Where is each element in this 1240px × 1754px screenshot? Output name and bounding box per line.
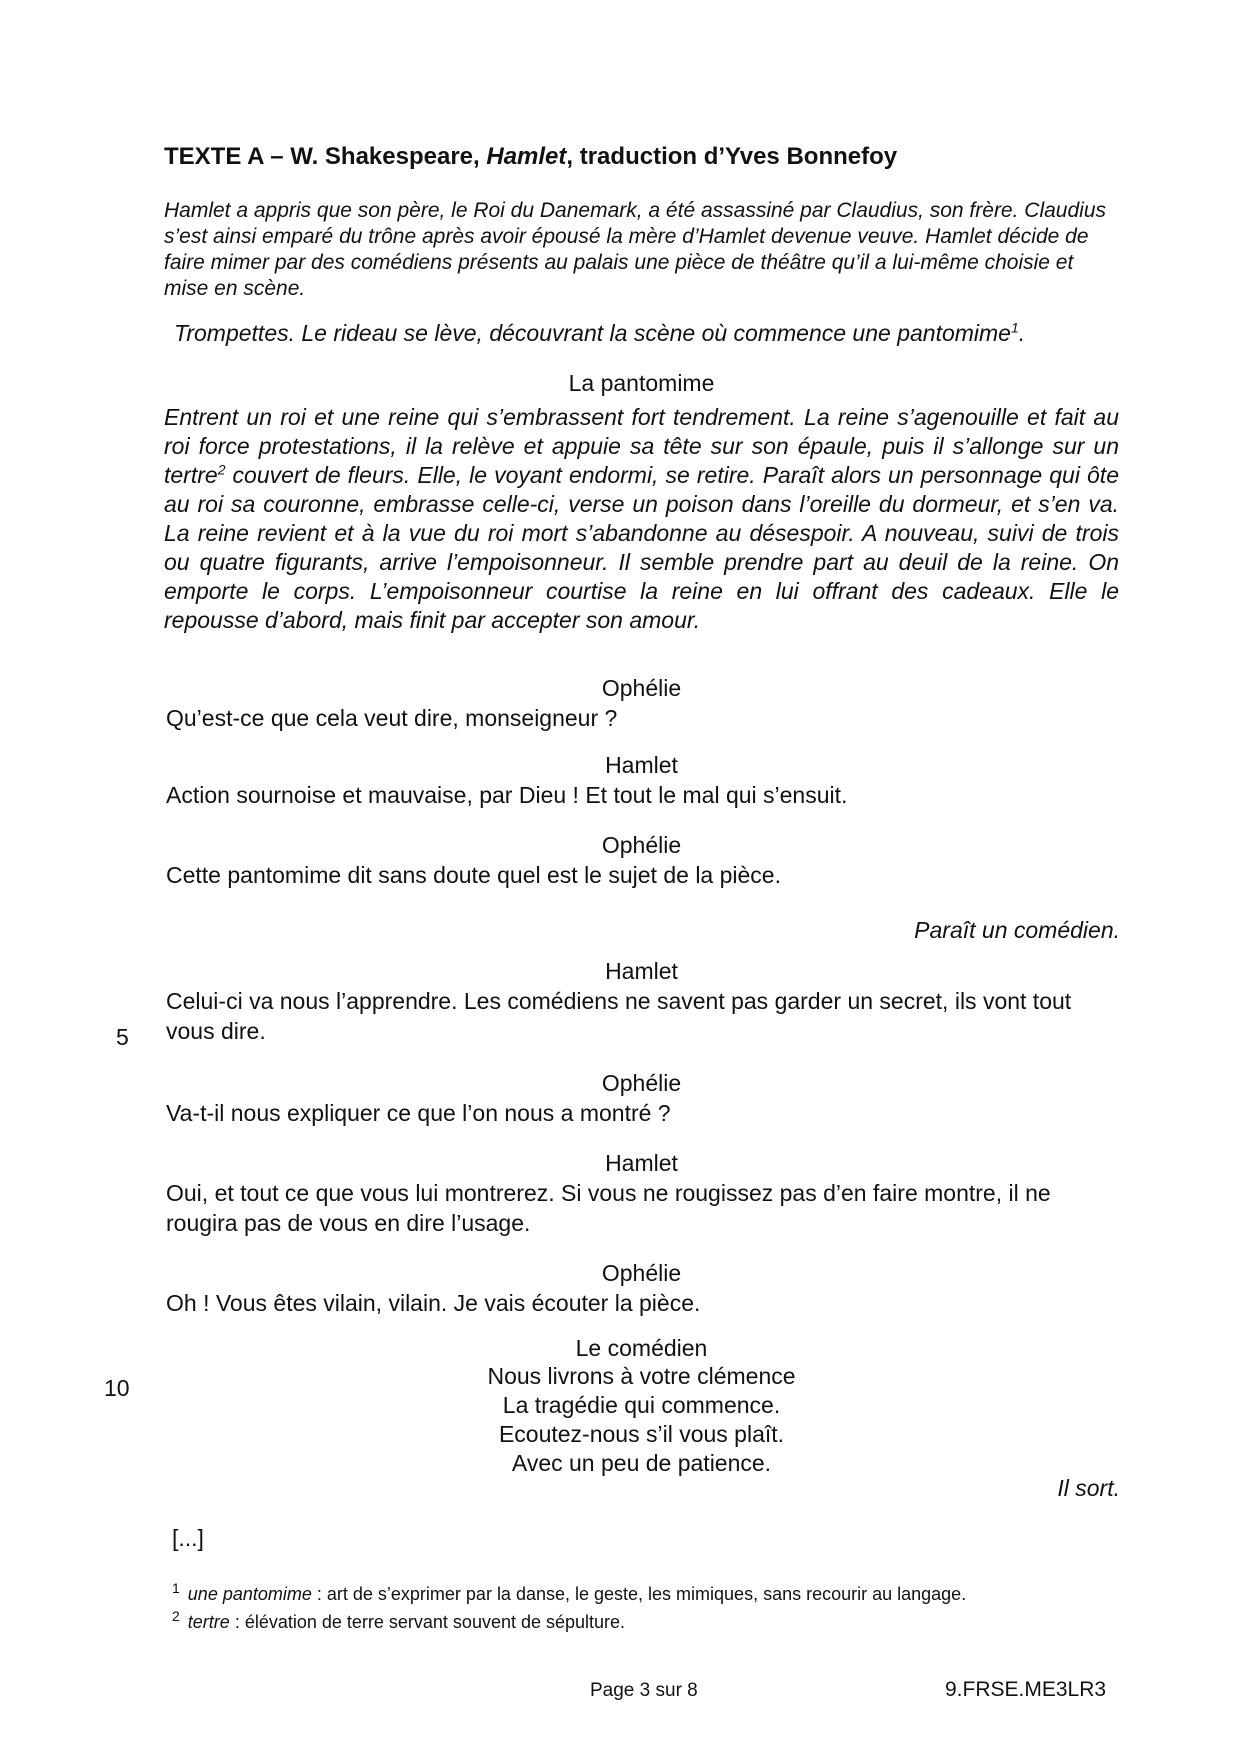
verse-line: Avec un peu de patience. bbox=[511, 1450, 772, 1476]
footnote-2 bbox=[172, 1608, 625, 1633]
pantomime-paragraph bbox=[164, 403, 1119, 635]
document-code: 9.FRSE.ME3LR3 bbox=[945, 1678, 1107, 1701]
speaker-name: Hamlet bbox=[605, 752, 678, 778]
speech-line: Celui-ci va nous l’apprendre. Les comédiens ne savent pas garder un secret, ils vont tout vous dire. bbox=[166, 988, 1072, 1044]
stage-direction-end: . bbox=[1018, 320, 1026, 346]
pantomime-text-2: couvert de fleurs. Elle, le voyant endormi, se retire. Paraît alors un personnage qui ôte au roi sa couronne, embrasse celle-ci, verse un poison dans l’oreille du dormeur, et s’en va. La reine revient et à la vue du roi mort s’abandonne au désespoir. A nouveau, suivi de trois ou quatre figurants, arrive l’empoisonneur. Il semble prendre part au deuil de la reine. On emporte le corps. L’empoisonneur courtise la reine en lui offrant des cadeaux. Elle le repousse d’abord, mais finit par accepter son amour. bbox=[164, 462, 1119, 633]
page-number: Page 3 sur 8 bbox=[590, 1680, 698, 1701]
pantomime-heading: La pantomime bbox=[568, 370, 715, 396]
text-title bbox=[164, 143, 897, 171]
title-prefix: TEXTE A – W. Shakespeare, bbox=[164, 143, 487, 170]
pantomime-text-1: Entrent un roi et une reine qui s’embrassent fort tendrement. La reine s’agenouille et fait au roi force protestations, il la relève et appuie sa tête sur son épaule, puis il s’allonge sur un tertre bbox=[164, 404, 1119, 488]
intro-paragraph: Hamlet a appris que son père, le Roi du Danemark, a été assassiné par Claudius, son frère. Claudius s’est ainsi emparé du trône après avoir épousé la mère d’Hamlet devenue veuve. Hamlet décide de faire mimer par des comédiens présents au palais une pièce de théâtre qu’il a lui-même choisie et mise en scène. bbox=[164, 199, 1106, 300]
title-suffix: , traduction d’Yves Bonnefoy bbox=[566, 143, 898, 170]
footnote-term: une pantomime bbox=[187, 1584, 312, 1604]
verse-line: La tragédie qui commence. bbox=[502, 1392, 781, 1418]
comedian-verse bbox=[164, 1362, 1119, 1478]
footnote-definition: : élévation de terre servant souvent de sépulture. bbox=[229, 1612, 626, 1632]
speech-line: Oui, et tout ce que vous lui montrerez. Si vous ne rougissez pas d’en faire montre, il ne rougira pas de vous en dire l’usage. bbox=[166, 1180, 1051, 1236]
speech-line: Oh ! Vous êtes vilain, vilain. Je vais écouter la pièce. bbox=[166, 1290, 701, 1316]
speaker-name: Hamlet bbox=[605, 958, 678, 984]
ellipsis: [...] bbox=[172, 1525, 204, 1551]
footnote-ref-1: 1 bbox=[1010, 319, 1019, 336]
speaker-name: Ophélie bbox=[601, 832, 682, 858]
footnote-number: 2 bbox=[172, 1608, 180, 1624]
speaker-name: Ophélie bbox=[601, 1260, 682, 1286]
verse-line: Ecoutez-nous s’il vous plaît. bbox=[498, 1421, 785, 1447]
title-work: Hamlet bbox=[486, 143, 567, 170]
footnote-number: 1 bbox=[172, 1580, 180, 1596]
line-number-5: 5 bbox=[116, 1024, 129, 1050]
speaker-name: Ophélie bbox=[601, 1070, 682, 1096]
stage-direction-exit: Il sort. bbox=[1057, 1475, 1120, 1501]
stage-direction-enter: Paraît un comédien. bbox=[914, 917, 1120, 943]
footnote-1 bbox=[172, 1580, 966, 1605]
line-number-10: 10 bbox=[104, 1375, 130, 1401]
opening-stage-direction bbox=[174, 320, 1134, 347]
speaker-name: Hamlet bbox=[605, 1150, 678, 1176]
speaker-name: Ophélie bbox=[601, 675, 682, 701]
speech-line: Qu’est-ce que cela veut dire, monseigneur ? bbox=[166, 705, 618, 731]
speech-line: Va-t-il nous expliquer ce que l’on nous a montré ? bbox=[166, 1100, 671, 1126]
speech-line: Cette pantomime dit sans doute quel est le sujet de la pièce. bbox=[166, 862, 781, 888]
comedian-speaker: Le comédien bbox=[575, 1335, 708, 1361]
verse-line: Nous livrons à votre clémence bbox=[487, 1363, 796, 1389]
footnote-ref-2: 2 bbox=[217, 461, 226, 478]
speech-line: Action sournoise et mauvaise, par Dieu ! Et tout le mal qui s’ensuit. bbox=[166, 782, 848, 808]
stage-direction-text: Trompettes. Le rideau se lève, découvrant la scène où commence une pantomime bbox=[174, 320, 1011, 346]
footnote-definition: : art de s’exprimer par la danse, le geste, les mimiques, sans recourir au langage. bbox=[311, 1584, 967, 1604]
footnote-term: tertre bbox=[187, 1612, 230, 1632]
